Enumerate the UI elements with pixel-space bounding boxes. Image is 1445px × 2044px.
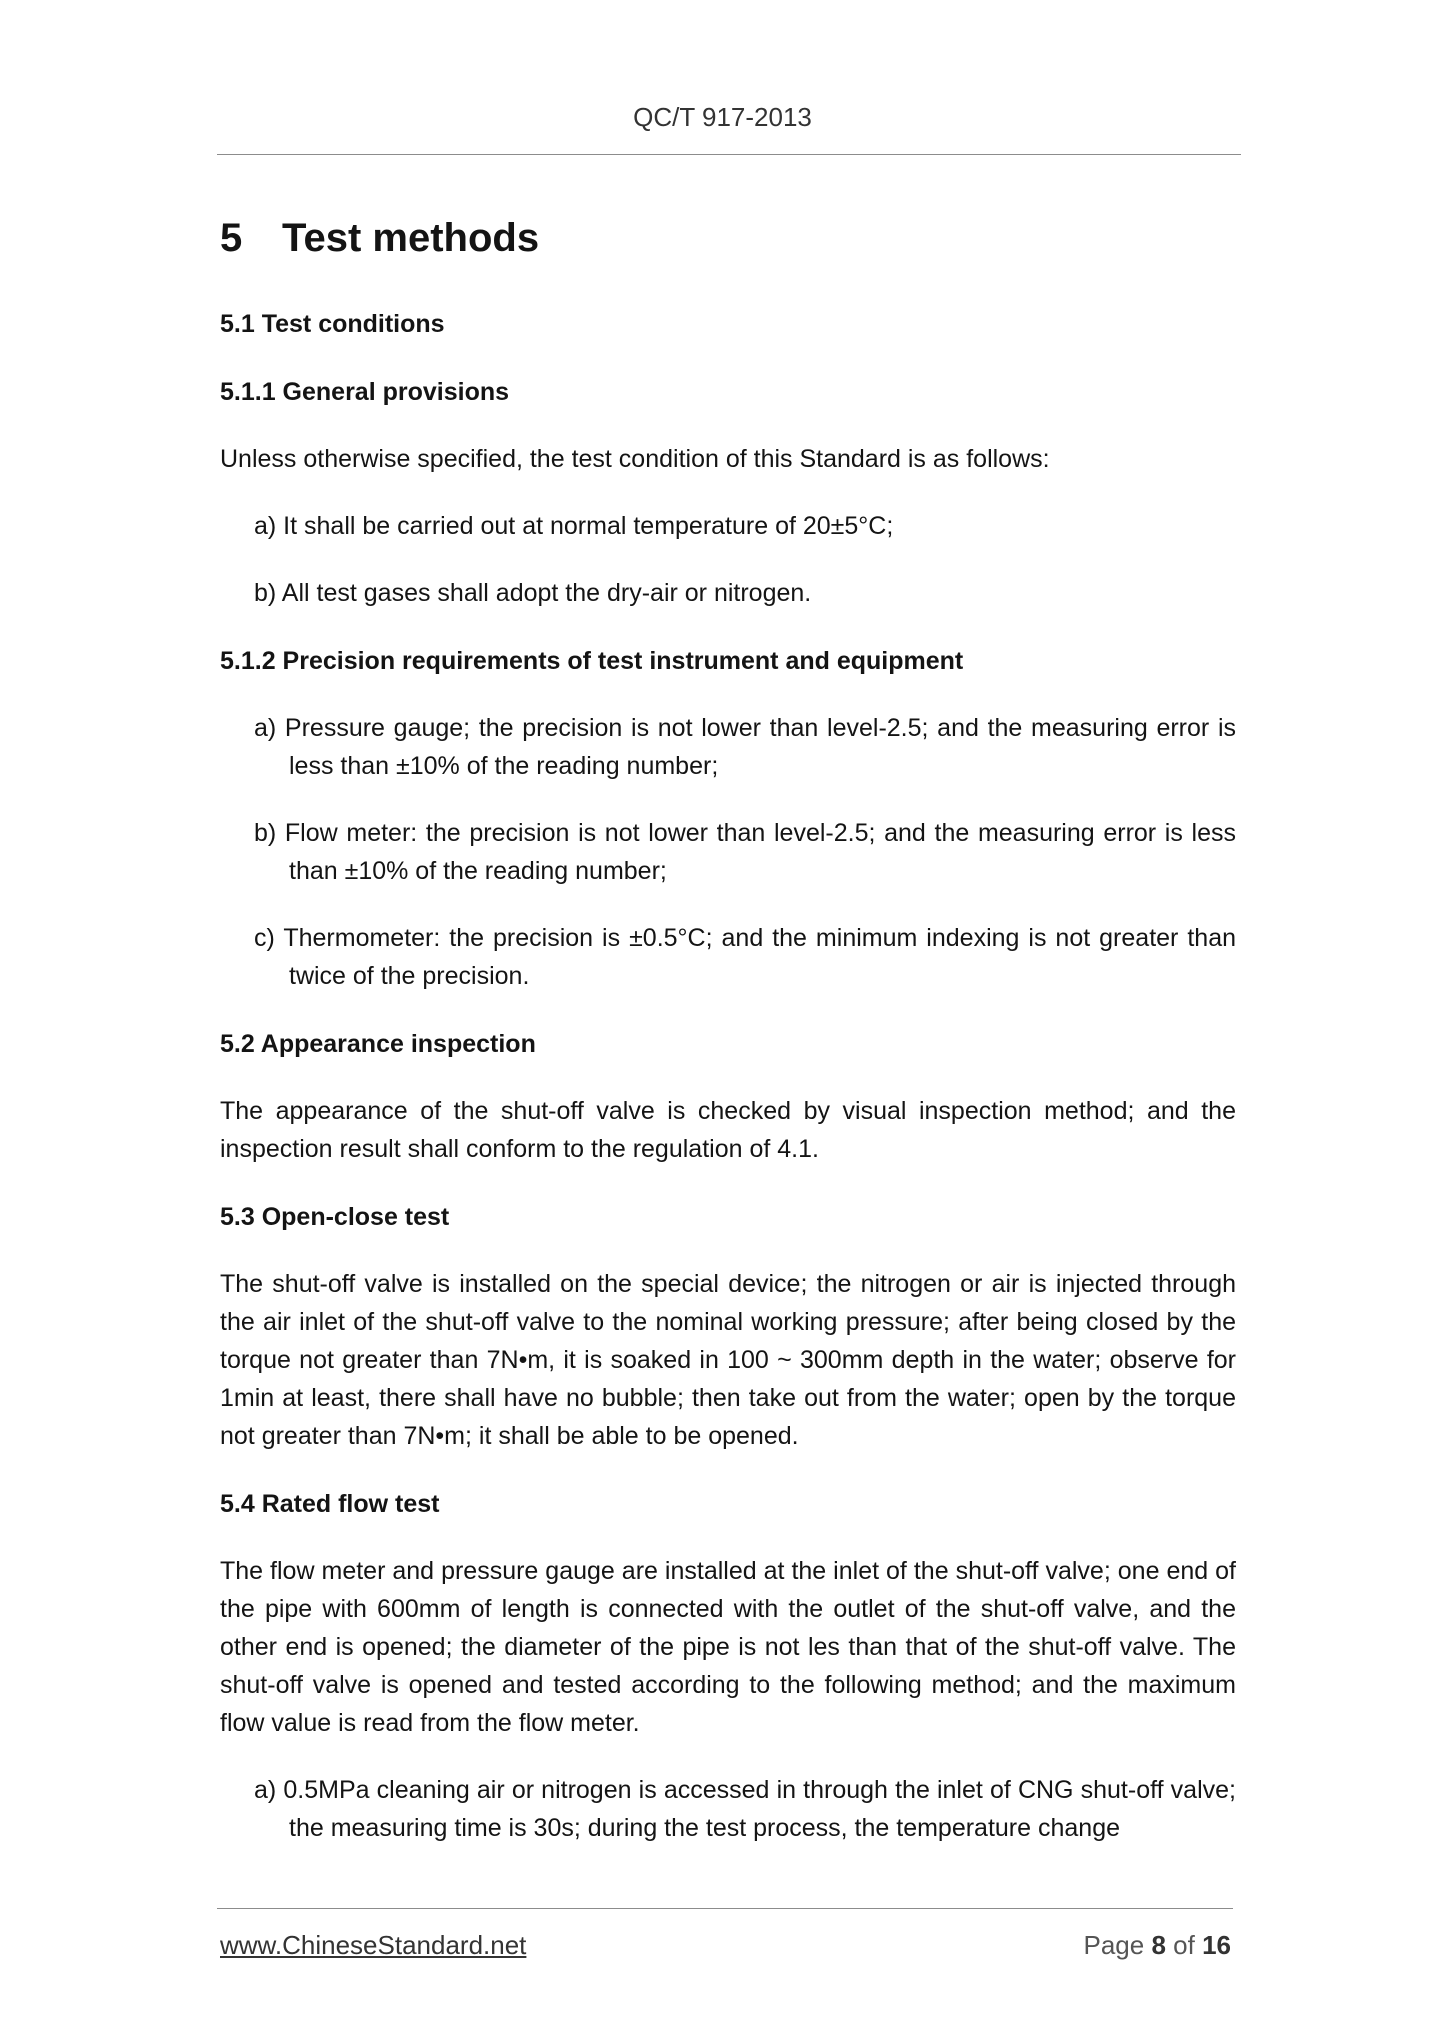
page-body [220,208,1236,1847]
footer-divider [217,1908,1233,1909]
page-number [1083,1930,1231,1961]
heading-5-1: 5.1 Test conditions [220,310,445,338]
heading-5-2: 5.2 Appearance inspection [220,1030,536,1058]
paragraph-5-4: The flow meter and pressure gauge are installed at the inlet of the shut-off valve; one end of the pipe with 600mm of length is connected with the outlet of the shut-off valve, and the other end is opened; the diameter of the pipe is not les than that of the shut-off valve. The shut-off valve is opened and tested according to the following method; and the maximum flow value is read from the flow meter. [220,1557,1236,1737]
section-number: 5 [220,216,243,260]
paragraph-5-2: The appearance of the shut-off valve is checked by visual inspection method; and the inspection result shall conform to the regulation of 4.1. [220,1097,1236,1163]
paragraph-5-1-1-intro: Unless otherwise specified, the test condition of this Standard is as follows: [220,445,1050,473]
website-link[interactable]: www.ChineseStandard.net [220,1930,527,1960]
page-total: 16 [1202,1930,1231,1960]
section-5-heading [220,208,1236,268]
page-current: 8 [1151,1930,1166,1960]
heading-5-4: 5.4 Rated flow test [220,1490,440,1518]
document-id-header: QC/T 917-2013 [633,102,812,132]
heading-5-3: 5.3 Open-close test [220,1203,450,1231]
section-title: Test methods [282,216,540,260]
list-item-5-1-2-b: b) Flow meter: the precision is not lower than level-2.5; and the measuring error is less than ±10% of the reading number; [254,819,1236,885]
page-label: Page [1083,1930,1145,1960]
heading-5-1-1: 5.1.1 General provisions [220,378,510,406]
list-item-5-1-1-b: b) All test gases shall adopt the dry-air or nitrogen. [254,579,812,607]
list-item-5-1-1-a: a) It shall be carried out at normal temperature of 20±5°C; [254,512,894,540]
list-item-5-4-a: a) 0.5MPa cleaning air or nitrogen is accessed in through the inlet of CNG shut-off valve; the measuring time is 30s; during the test process, the temperature change [254,1776,1236,1842]
header-divider [217,154,1241,155]
heading-5-1-2: 5.1.2 Precision requirements of test instrument and equipment [220,647,964,675]
list-item-5-1-2-c: c) Thermometer: the precision is ±0.5°C; and the minimum indexing is not greater than twice of the precision. [254,924,1236,990]
paragraph-5-3: The shut-off valve is installed on the special device; the nitrogen or air is injected through the air inlet of the shut-off valve to the nominal working pressure; after being closed by the torque not greater than 7N•m, it is soaked in 100 ~ 300mm depth in the water; observe for 1min at least, there shall have no bubble; then take out from the water; open by the torque not greater than 7N•m; it shall be able to be opened. [220,1270,1236,1450]
page-of: of [1173,1930,1195,1960]
list-item-5-1-2-a: a) Pressure gauge; the precision is not lower than level-2.5; and the measuring error is less than ±10% of the reading number; [254,714,1236,780]
